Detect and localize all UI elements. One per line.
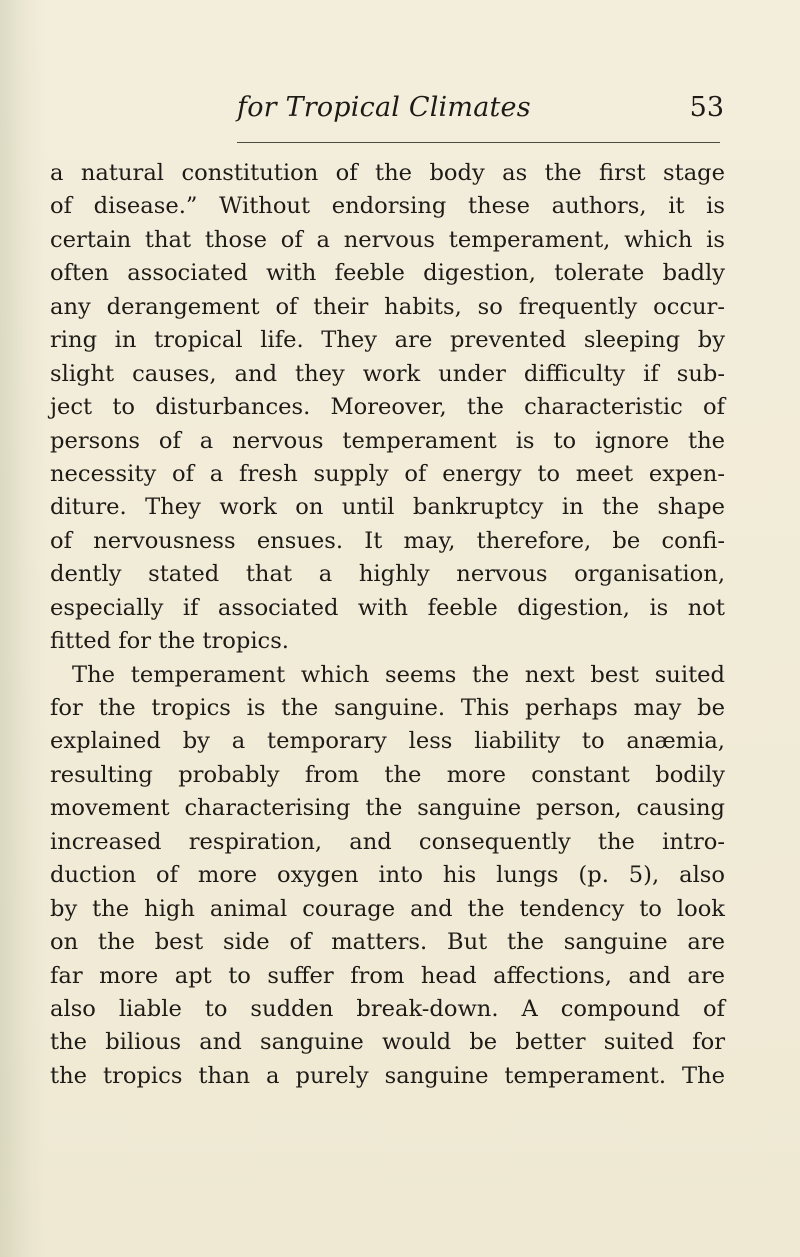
- text-line: explained by a temporary less liability to anæmia,: [50, 728, 725, 755]
- text-line: especially if associated with feeble digestion, is not: [50, 594, 725, 621]
- text-line: slight causes, and they work under difficulty if sub-: [50, 360, 725, 387]
- running-title: for Tropical Climates: [237, 92, 531, 123]
- header-rule: [237, 142, 720, 143]
- text-line: the tropics than a purely sanguine temperament. The: [50, 1062, 725, 1089]
- text-line: far more apt to suffer from head affections, and are: [50, 962, 725, 989]
- text-line: on the best side of matters. But the sanguine are: [50, 929, 725, 956]
- text-line: often associated with feeble digestion, tolerate badly: [50, 260, 725, 287]
- page-header: [60, 86, 724, 126]
- text-line: a natural constitution of the body as the first stage: [50, 160, 725, 186]
- text-line: duction of more oxygen into his lungs (p. 5), also: [50, 862, 725, 889]
- text-line: diture. They work on until bankruptcy in the shape: [50, 494, 725, 521]
- paragraph-start-line: The temperament which seems the next best suited: [72, 661, 725, 688]
- text-line: certain that those of a nervous temperament, which is: [50, 226, 725, 253]
- text-line: ring in tropical life. They are prevented sleeping by: [50, 327, 725, 354]
- text-line: of disease.” Without endorsing these authors, it is: [50, 193, 725, 220]
- text-line: the bilious and sanguine would be better suited for: [50, 1029, 725, 1056]
- text-line: also liable to sudden break-down. A compound of: [50, 995, 725, 1022]
- text-line: dently stated that a highly nervous organisation,: [50, 561, 725, 588]
- body-text: [50, 157, 725, 1093]
- paragraph-end-line: fitted for the tropics.: [50, 628, 289, 655]
- text-line: necessity of a fresh supply of energy to meet expen-: [50, 460, 725, 487]
- text-line: increased respiration, and consequently the intro-: [50, 828, 725, 855]
- text-line: of nervousness ensues. It may, therefore, be confi-: [50, 527, 725, 554]
- text-line: resulting probably from the more constant bodily: [50, 761, 725, 788]
- text-line: any derangement of their habits, so frequently occur-: [50, 293, 725, 320]
- text-line: movement characterising the sanguine person, causing: [50, 795, 725, 822]
- text-line: ject to disturbances. Moreover, the characteristic of: [50, 394, 725, 421]
- text-line: for the tropics is the sanguine. This perhaps may be: [50, 695, 725, 721]
- text-line: by the high animal courage and the tendency to look: [50, 895, 725, 922]
- text-line: persons of a nervous temperament is to ignore the: [50, 427, 725, 454]
- page-number: 53: [689, 92, 724, 123]
